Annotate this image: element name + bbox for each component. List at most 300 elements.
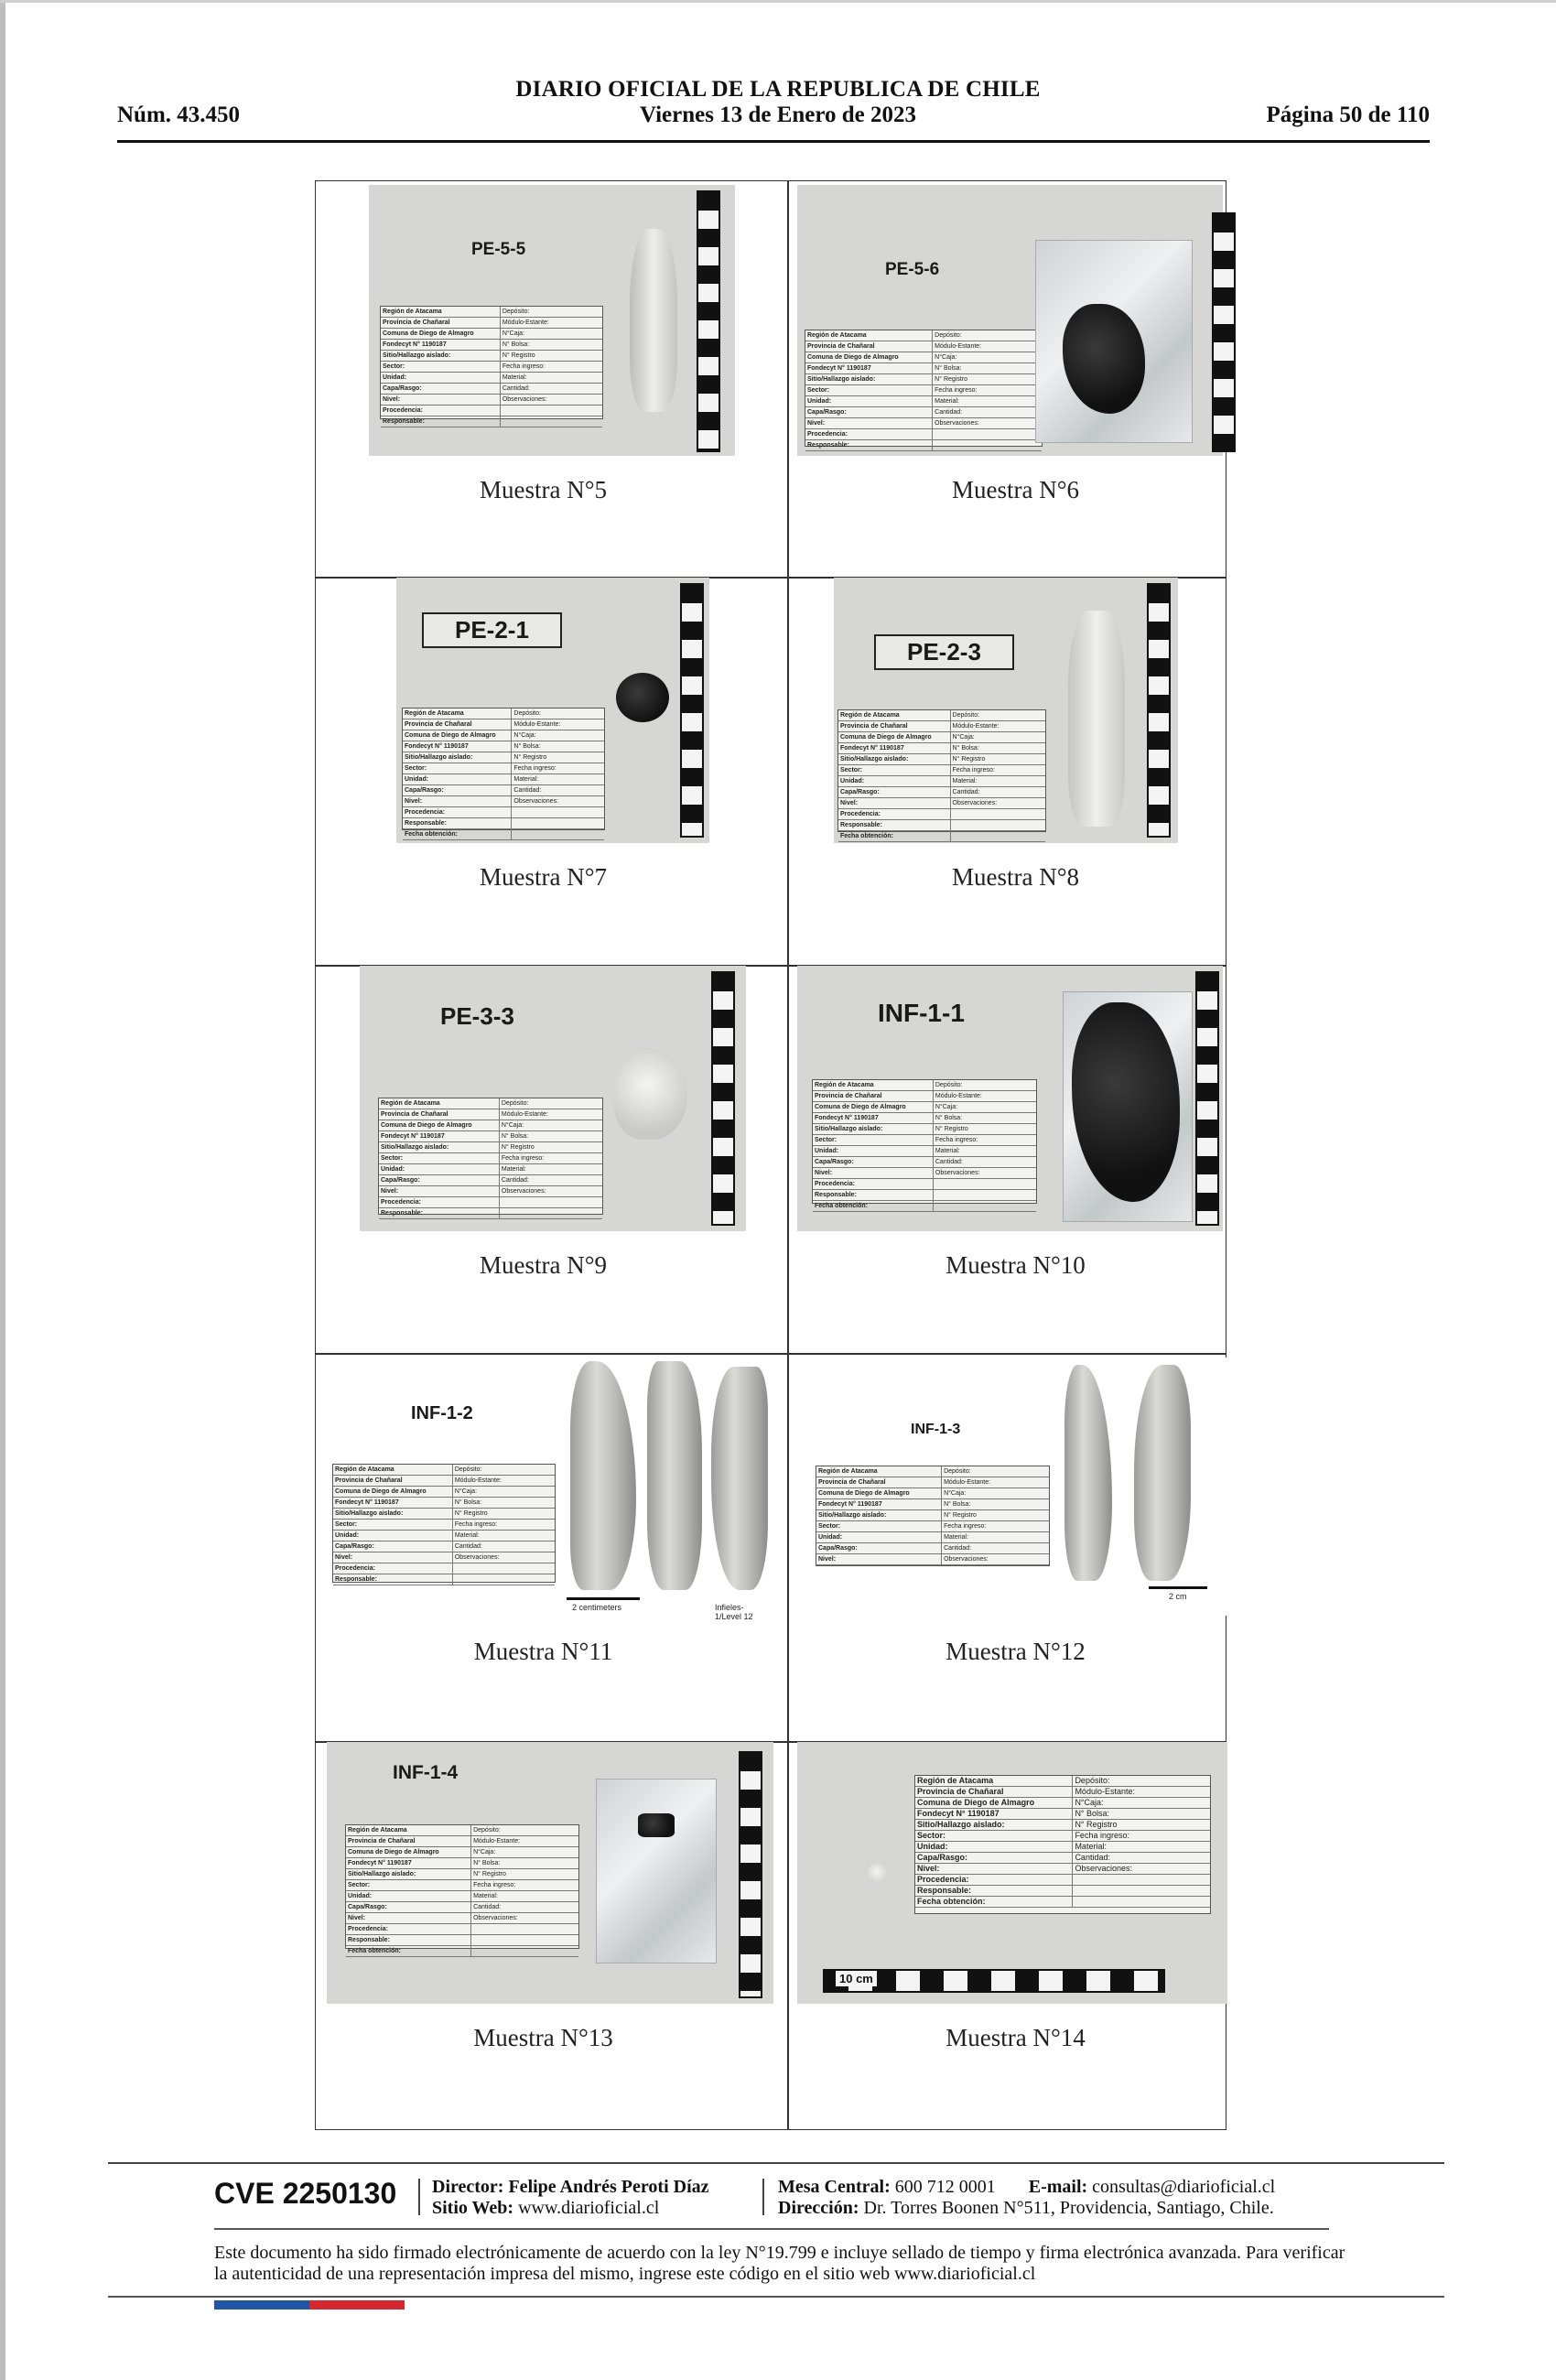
label-field-name: Nivel: (816, 1554, 942, 1564)
label-field-name: Región de Atacama (381, 307, 501, 317)
label-card-row (403, 730, 604, 741)
label-field-name: Comuna de Diego de Almagro (915, 1798, 1073, 1808)
label-card-row (379, 1164, 602, 1175)
label-card-row (813, 1102, 1036, 1113)
sample-caption: Muestra N°11 (473, 1638, 613, 1665)
label-field-name: Fecha ingreso: (513, 765, 556, 772)
label-card-row (403, 796, 604, 807)
label-field-name: Sector: (838, 765, 951, 775)
page-number: Página 50 de 110 (1266, 103, 1430, 127)
label-field-name: N°Caja: (952, 734, 975, 741)
label-field-name: Módulo-Estante: (935, 343, 982, 350)
label-field-name: Fondecyt N° 1190187 (403, 741, 512, 752)
label-field-name (933, 429, 936, 439)
label-field-name: Observaciones: (454, 1554, 500, 1561)
label-field-name (471, 1935, 475, 1945)
label-card-row (379, 1142, 602, 1153)
label-card-row (816, 1499, 1049, 1510)
label-field-name: Región de Atacama (346, 1825, 471, 1835)
label-field-name: Sector: (805, 385, 933, 395)
label-field-name: Capa/Rasgo: (379, 1175, 500, 1185)
sample-cell (788, 181, 1243, 569)
footer-separator (762, 2179, 764, 2215)
label-field-name (500, 1197, 503, 1207)
label-card-row (379, 1197, 602, 1208)
label-card-row (379, 1186, 602, 1197)
bone-specimen (630, 229, 677, 412)
label-card-row (346, 1858, 578, 1869)
label-field-name: Fecha ingreso: (473, 1882, 516, 1888)
label-card-row (838, 820, 1045, 831)
label-field-name: Responsable: (346, 1935, 471, 1945)
label-field-name: Observaciones: (473, 1915, 518, 1921)
label-card-row (805, 396, 1042, 407)
label-field-name: Sector: (816, 1521, 942, 1531)
label-field-name: Provincia de Chañaral (816, 1477, 942, 1488)
label-card (378, 1098, 603, 1215)
header-rule (117, 140, 1430, 143)
label-card (816, 1466, 1050, 1566)
label-field-name: Fecha ingreso: (454, 1521, 498, 1528)
label-field-name: Fecha ingreso: (1075, 1831, 1129, 1840)
label-field-name (1073, 1897, 1076, 1907)
label-field-name: Provincia de Chañaral (838, 721, 951, 731)
label-field-name: Sitio/Hallazgo aislado: (346, 1869, 471, 1879)
label-field-name: Sitio/Hallazgo aislado: (379, 1142, 500, 1152)
label-field-name: Depósito: (944, 1468, 971, 1475)
label-card-row (379, 1131, 602, 1142)
label-field-name: Nivel: (381, 395, 501, 405)
label-field-name: Comuna de Diego de Almagro (379, 1120, 500, 1130)
label-card-row (346, 1836, 578, 1847)
label-field-name: Sitio/Hallazgo aislado: (838, 754, 951, 764)
scale-bar (680, 583, 704, 838)
flag-stripe-red (309, 2300, 405, 2310)
label-field-name: Fecha obtención: (813, 1201, 934, 1211)
flag-stripe-blue (214, 2300, 309, 2310)
director-label: Director: (432, 2177, 504, 2197)
label-card-row (805, 429, 1042, 440)
label-card-row (333, 1509, 555, 1520)
label-card-row (381, 318, 602, 329)
label-card-row (381, 340, 602, 351)
label-field-name: Capa/Rasgo: (813, 1157, 934, 1167)
label-card-row (379, 1208, 602, 1219)
label-field-name: Cantidad: (473, 1904, 502, 1910)
footer-rule (214, 2228, 1329, 2230)
label-field-name: Provincia de Chañaral (915, 1787, 1073, 1797)
label-field-name: N°Caja: (1075, 1798, 1104, 1807)
sample-caption: Muestra N°13 (473, 2024, 613, 2051)
label-field-name: Observaciones: (935, 1170, 980, 1176)
label-field-name: Nivel: (813, 1168, 934, 1178)
sample-caption: Muestra N°6 (951, 476, 1080, 503)
label-field-name: Provincia de Chañaral (403, 719, 512, 730)
label-card-row (915, 1864, 1210, 1875)
label-field-name: Fecha ingreso: (935, 387, 978, 394)
label-field-name: N° Bolsa: (501, 1133, 529, 1140)
label-field-name (500, 1208, 503, 1218)
label-field-name: Capa/Rasgo: (915, 1853, 1073, 1863)
label-card (380, 306, 603, 425)
sample-caption: Muestra N°10 (945, 1251, 1086, 1279)
sample-caption: Muestra N°9 (479, 1251, 608, 1279)
label-field-name: Nivel: (403, 796, 512, 806)
label-field-name: Material: (454, 1532, 480, 1539)
label-field-name: Depósito: (952, 712, 980, 719)
bone-fragment (1134, 1365, 1191, 1581)
label-card-row (333, 1476, 555, 1487)
label-card-row (915, 1875, 1210, 1886)
label-field-name: Depósito: (935, 1082, 963, 1088)
label-card-row (813, 1201, 1036, 1212)
label-field-name: Cantidad: (1075, 1853, 1110, 1862)
label-field-name (1073, 1875, 1076, 1885)
label-field-name: Sector: (403, 763, 512, 774)
sample-photo (369, 185, 735, 456)
label-field-name: Región de Atacama (816, 1466, 942, 1477)
label-field-name: Sitio/Hallazgo aislado: (403, 752, 512, 763)
label-field-name: N° Bolsa: (473, 1860, 501, 1866)
label-field-name: Sitio/Hallazgo aislado: (816, 1510, 942, 1520)
label-field-name: Capa/Rasgo: (838, 787, 951, 797)
label-card-row (346, 1924, 578, 1935)
label-field-name: Procedencia: (381, 406, 501, 416)
footer-contact (778, 2177, 1275, 2198)
label-field-name: Capa/Rasgo: (333, 1542, 453, 1552)
label-field-name: Comuna de Diego de Almagro (816, 1488, 942, 1498)
label-field-name: Comuna de Diego de Almagro (813, 1102, 934, 1112)
footer-address (778, 2198, 1274, 2219)
label-field-name (471, 1946, 475, 1956)
label-field-name: Cantidad: (952, 789, 980, 795)
scale-label: 2 cm (1169, 1592, 1187, 1601)
sample-photo (360, 966, 746, 1231)
label-field-name: Procedencia: (346, 1924, 471, 1934)
scale-bar (739, 1751, 762, 1998)
label-field-name: Material: (935, 398, 959, 405)
label-field-name (512, 818, 515, 828)
label-card-row (333, 1563, 555, 1574)
label-card-row (915, 1886, 1210, 1897)
label-card-row (381, 362, 602, 373)
label-card-row (346, 1825, 578, 1836)
footer-rule (108, 2162, 1444, 2164)
lithic-specimen (614, 1048, 687, 1140)
label-card-row (813, 1135, 1036, 1146)
label-field-name: N°Caja: (454, 1488, 478, 1495)
label-field-name: Provincia de Chañaral (333, 1476, 453, 1486)
label-card-row (403, 829, 604, 840)
label-card-row (813, 1168, 1036, 1179)
label-card-row (813, 1080, 1036, 1091)
label-card-row (346, 1869, 578, 1880)
label-field-name: N°Caja: (935, 354, 957, 361)
label-field-name: Fondecyt N° 1190187 (816, 1499, 942, 1509)
bone-fragment (570, 1361, 636, 1590)
label-field-name: Cantidad: (454, 1543, 482, 1550)
sample-photo (327, 1742, 773, 2004)
label-field-name: Comuna de Diego de Almagro (381, 329, 501, 339)
footer-separator (418, 2179, 420, 2215)
label-card-row (333, 1542, 555, 1552)
sample-bag (596, 1779, 717, 1964)
label-field-name: Material: (952, 778, 978, 784)
label-field-name: Capa/Rasgo: (346, 1902, 471, 1912)
bone-specimen (1068, 611, 1125, 827)
label-field-name: Sector: (346, 1880, 471, 1890)
label-field-name: N° Bolsa: (944, 1501, 971, 1508)
label-card-row (816, 1477, 1049, 1488)
label-field-name: Material: (473, 1893, 498, 1899)
sample-code: INF-1-4 (393, 1762, 459, 1783)
label-field-name: Fecha ingreso: (944, 1523, 987, 1530)
scale-bar (697, 190, 720, 452)
label-field-name: Comuna de Diego de Almagro (838, 732, 951, 742)
label-field-name: Comuna de Diego de Almagro (333, 1487, 453, 1497)
label-field-name: N° Registro (1075, 1820, 1118, 1829)
label-field-name: Cantidad: (944, 1545, 972, 1552)
label-card-row (813, 1146, 1036, 1157)
website-link[interactable]: www.diarioficial.cl (518, 2198, 660, 2218)
label-field-name: Responsable: (379, 1208, 500, 1218)
sample-photo (797, 966, 1223, 1231)
label-field-name: Procedencia: (333, 1563, 453, 1574)
email-link[interactable]: consultas@diarioficial.cl (1092, 2177, 1276, 2197)
label-field-name (471, 1924, 475, 1934)
label-field-name: N° Registro (944, 1512, 977, 1519)
label-card (837, 709, 1046, 839)
scale-label: 10 cm (836, 1971, 877, 1986)
label-field-name: Módulo-Estante: (502, 319, 549, 326)
label-card-row (915, 1897, 1210, 1908)
label-field-name: Módulo-Estante: (501, 1111, 548, 1118)
label-field-name: N°Caja: (501, 1122, 524, 1129)
label-card-row (333, 1531, 555, 1542)
label-field-name: Procedencia: (403, 807, 512, 817)
label-field-name: Comuna de Diego de Almagro (805, 352, 933, 362)
label-card-row (403, 709, 604, 719)
label-field-name: Fondecyt N° 1190187 (381, 340, 501, 350)
label-field-name: N° Bolsa: (1075, 1809, 1110, 1818)
label-field-name: Cantidad: (501, 1177, 529, 1184)
label-field-name: Unidad: (813, 1146, 934, 1156)
label-field-name: Sector: (333, 1520, 453, 1530)
label-card-row (381, 395, 602, 406)
label-field-name: Sitio/Hallazgo aislado: (805, 374, 933, 384)
label-field-name: Depósito: (501, 1100, 529, 1107)
label-card-row (813, 1190, 1036, 1201)
label-field-name (501, 406, 504, 416)
label-card-row (915, 1853, 1210, 1864)
label-card-row (805, 440, 1042, 451)
sample-cell (788, 1742, 1243, 2130)
label-field-name: Material: (944, 1534, 968, 1541)
label-card-row (805, 418, 1042, 429)
label-card-row (346, 1880, 578, 1891)
label-field-name: Nivel: (346, 1913, 471, 1923)
label-field-name: Capa/Rasgo: (805, 407, 933, 417)
scale-bar (711, 971, 735, 1226)
label-field-name: Fondecyt N° 1190187 (346, 1858, 471, 1868)
sample-code: INF-1-3 (911, 1422, 961, 1437)
label-card-row (813, 1157, 1036, 1168)
label-card-row (403, 785, 604, 796)
label-field-name (951, 809, 955, 819)
label-field-name: Sitio/Hallazgo aislado: (813, 1124, 934, 1134)
sample-code: PE-5-6 (885, 260, 940, 279)
label-field-name: Material: (501, 1166, 526, 1173)
label-field-name: Responsable: (381, 416, 501, 427)
label-field-name: Fecha obtención: (403, 829, 512, 839)
label-card-row (381, 373, 602, 384)
label-field-name: Procedencia: (813, 1179, 934, 1189)
sample-caption: Muestra N°7 (479, 863, 608, 891)
label-field-name: Depósito: (513, 710, 541, 717)
label-field-name (453, 1563, 457, 1574)
footer-director (432, 2177, 709, 2198)
label-card-row (805, 330, 1042, 341)
label-card-row (816, 1521, 1049, 1532)
label-card-row (379, 1175, 602, 1186)
label-field-name: N° Bolsa: (935, 1115, 963, 1121)
label-card-row (381, 416, 602, 427)
sample-code: PE-2-3 (874, 634, 1014, 670)
label-field-name (933, 440, 936, 450)
label-field-name: Unidad: (379, 1164, 500, 1174)
label-field-name: Sector: (813, 1135, 934, 1145)
label-card (345, 1824, 579, 1954)
sample-cell (316, 578, 771, 966)
label-field-name: N° Registro (454, 1510, 488, 1517)
label-card-row (403, 774, 604, 785)
scale-bar (1212, 212, 1236, 452)
label-card-row (813, 1113, 1036, 1124)
dark-specimen (638, 1813, 675, 1837)
lithic-specimen (865, 1861, 889, 1883)
issue-date: Viernes 13 de Enero de 2023 (639, 103, 917, 127)
sample-cell (316, 1742, 771, 2130)
label-card (812, 1079, 1037, 1209)
label-card-row (346, 1847, 578, 1858)
label-field-name: N°Caja: (513, 732, 536, 739)
label-field-name: Capa/Rasgo: (381, 384, 501, 394)
label-field-name: Observaciones: (1075, 1864, 1132, 1873)
label-card-row (915, 1798, 1210, 1809)
label-field-name: N°Caja: (944, 1490, 967, 1497)
label-field-name: Procedencia: (838, 809, 951, 819)
label-field-name: Fondecyt N° 1190187 (805, 363, 933, 373)
label-field-name: Observaciones: (952, 800, 998, 806)
label-card-row (813, 1091, 1036, 1102)
label-field-name: Material: (935, 1148, 960, 1154)
label-field-name: Material: (1075, 1842, 1107, 1851)
label-field-name (934, 1190, 937, 1200)
legal-notice: Este documento ha sido firmado electrónicamente de acuerdo con la ley N°19.799 e incluye sellado de tiempo y firma electrónica avanzada. Para verificar la autenticidad de una representación impresa del mismo, ingrese este código en el sitio web www.diarioficial.cl (214, 2243, 1345, 2284)
label-field-name: Sector: (381, 362, 501, 372)
page-edge-top (0, 0, 1556, 3)
label-field-name: Nivel: (805, 418, 933, 428)
label-field-name: Observaciones: (501, 1188, 546, 1195)
label-card-row (838, 754, 1045, 765)
label-card-row (403, 807, 604, 818)
email-label: E-mail: (1028, 2177, 1088, 2197)
label-card-row (915, 1820, 1210, 1831)
label-field-name: Nivel: (915, 1864, 1073, 1874)
label-card-row (379, 1109, 602, 1120)
label-card-row (381, 329, 602, 340)
label-card-row (838, 732, 1045, 743)
sample-photo (834, 578, 1178, 843)
label-card-row (346, 1913, 578, 1924)
label-field-name (951, 831, 955, 841)
label-card-row (381, 406, 602, 416)
label-field-name: Observaciones: (502, 396, 547, 403)
label-field-name: Fecha ingreso: (952, 767, 995, 774)
label-field-name: Módulo-Estante: (952, 723, 1000, 730)
label-card-row (805, 363, 1042, 374)
label-card-row (838, 721, 1045, 732)
label-card-row (403, 741, 604, 752)
bone-fragment (711, 1367, 768, 1590)
bone-fragment (1064, 1365, 1112, 1581)
label-field-name: Comuna de Diego de Almagro (403, 730, 512, 741)
label-field-name: Fondecyt N° 1190187 (838, 743, 951, 753)
label-field-name: N° Registro (473, 1871, 506, 1877)
label-field-name: Observaciones: (944, 1556, 989, 1563)
label-card-row (346, 1902, 578, 1913)
sample-photo (330, 1358, 770, 1621)
label-field-name: Unidad: (381, 373, 501, 383)
label-field-name: N° Registro (501, 1144, 535, 1151)
label-field-name: Fondecyt N° 1190187 (333, 1498, 453, 1508)
label-field-name: N° Bolsa: (513, 743, 541, 750)
address-label: Dirección: (778, 2198, 859, 2218)
phone-number: 600 712 0001 (894, 2177, 996, 2197)
label-field-name: Depósito: (454, 1466, 482, 1473)
label-field-name: N° Registro (935, 1126, 968, 1132)
label-field-name (934, 1179, 937, 1189)
label-field-name: Observaciones: (513, 798, 559, 805)
label-card-row (915, 1831, 1210, 1842)
label-field-name: Depósito: (1075, 1776, 1110, 1785)
label-card (402, 708, 605, 838)
sample-cell (788, 966, 1243, 1354)
label-field-name: Depósito: (935, 332, 962, 339)
label-field-name: Sitio/Hallazgo aislado: (915, 1820, 1073, 1830)
label-card (332, 1464, 556, 1583)
label-field-name (453, 1574, 457, 1585)
label-card (914, 1775, 1211, 1914)
label-field-name: Unidad: (346, 1891, 471, 1901)
label-field-name: Responsable: (838, 820, 951, 830)
label-card-row (381, 384, 602, 395)
label-field-name: Capa/Rasgo: (403, 785, 512, 795)
label-field-name: Módulo-Estante: (454, 1477, 502, 1484)
label-field-name: Fondecyt N° 1190187 (813, 1113, 934, 1123)
label-card-row (346, 1946, 578, 1957)
label-card-row (403, 752, 604, 763)
label-card-row (915, 1787, 1210, 1798)
label-field-name: Módulo-Estante: (935, 1093, 982, 1099)
label-card-row (805, 385, 1042, 396)
footer-rule (108, 2296, 1444, 2298)
label-card-row (403, 763, 604, 774)
scale-label: 2 centimeters (572, 1603, 622, 1612)
label-field-name: Procedencia: (805, 429, 933, 439)
sample-caption: Muestra N°12 (945, 1638, 1086, 1665)
label-field-name: Nivel: (333, 1552, 453, 1563)
